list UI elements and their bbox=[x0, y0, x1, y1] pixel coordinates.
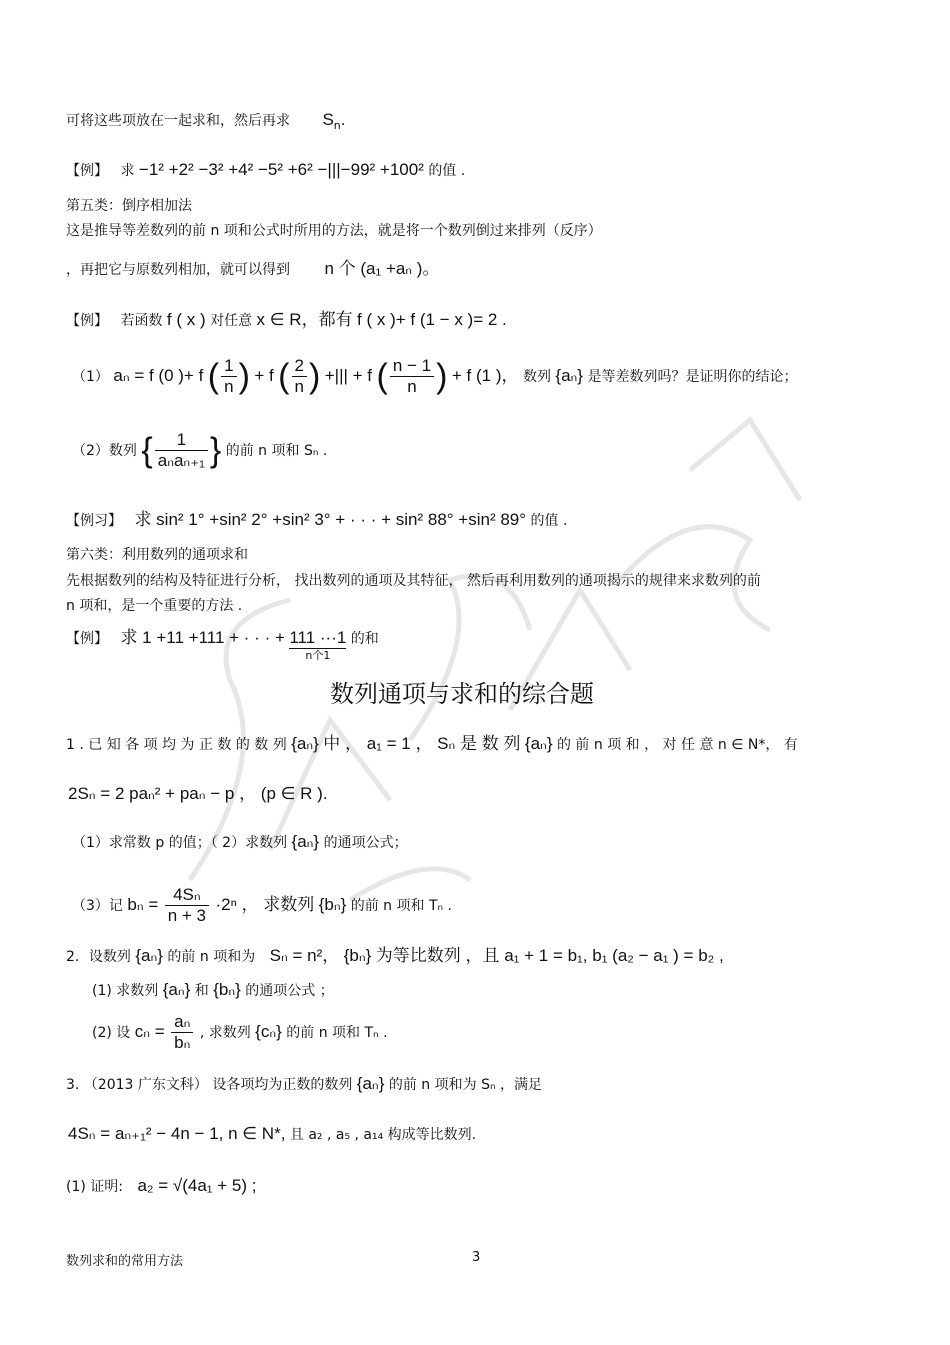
example-2: 【例】 若函数 f ( x ) 对任意 x ∈ R，都有 f ( x )+ f (1 − x )= 2 . bbox=[66, 310, 507, 329]
line-sum-terms: 可将这些项放在一起求和，然后再求 $S_n$. bbox=[66, 110, 346, 132]
fraction-1-over-an-an1: $\frac{1}{\text{aₙaₙ₊₁}}$ bbox=[155, 430, 208, 472]
example-4: 【例】 求 1 +11 +111 + · · · + 111 ···1 n个1 的和 bbox=[66, 628, 379, 663]
category-5-desc-1: 这是推导等差数列的前 n 项和公式时所用的方法，就是将一个数列倒过来排列（反序） bbox=[66, 223, 602, 239]
sn-symbol: S bbox=[322, 110, 334, 129]
question-3-part-1: (1) 证明: a₂ = √(4a₁ + 5) ; bbox=[66, 1176, 257, 1195]
question-2-part-1: (1) 求数列 {aₙ} 和 {bₙ} 的通项公式 ； bbox=[92, 980, 334, 999]
section-title: 数列通项与求和的综合题 bbox=[330, 680, 594, 708]
category-5-desc-2: ，再把它与原数列相加，就可以得到 n 个 (a₁ +aₙ )。 bbox=[66, 259, 440, 278]
question-2-line-1: 2．设数列 {aₙ} 的前 n 项和为 Sₙ = n²， {bₙ} 为等比数列 ，且 a₁ + 1 = b₁, b₁ (a₂ − a₁ ) = b₂ , bbox=[66, 946, 724, 965]
category-5-title: 第五类：倒序相加法 bbox=[66, 198, 192, 214]
example-1: 【例】 求 −1² +2² −3² +4² −5² +6² −|||−99² +100² 的值 . bbox=[66, 160, 466, 179]
category-6-title: 第六类：利用数列的通项求和 bbox=[66, 547, 248, 563]
fraction-2-over-n: $\frac{2}{n}$ bbox=[292, 356, 307, 398]
question-3-line-1: 3. （2013 广东文科） 设各项均为正数的数列 {aₙ} 的前 n 项和为 Sₙ ，满足 bbox=[66, 1074, 542, 1093]
fraction-4sn-over-n3: $\frac{\text{4Sₙ}}{n + 3}$ bbox=[165, 885, 209, 927]
example-2-part-2: （2）数列 { $\frac{1}{\text{aₙaₙ₊₁}}$ } 的前 n 项和 Sₙ . bbox=[72, 430, 328, 471]
question-1-equation: 2Sₙ = 2 paₙ² + paₙ − p ， (p ∈ R ). bbox=[68, 784, 328, 803]
question-3-equation: 4Sₙ = aₙ₊₁² − 4n − 1, n ∈ N*, 且 a₂ , a₅ , a₁₄ 构成等比数列. bbox=[68, 1124, 477, 1143]
question-1-part-3: （3）记 bₙ = $\frac{\text{4Sₙ}}{n + 3}$ ·2ⁿ ， 求数列 {bₙ} 的前 n 项和 Tₙ . bbox=[72, 885, 452, 926]
footer-title: 数列求和的常用方法 bbox=[66, 1254, 184, 1269]
question-1-line-1: 1 . 已 知 各 项 均 为 正 数 的 数 列 {aₙ} 中 ， a₁ = 1 ， Sₙ 是 数 列 {aₙ} 的 前 n 项 和 ， 对 任 意 n ∈ N*， 有 bbox=[66, 734, 798, 753]
fraction-1-over-n: $\frac{1}{n}$ bbox=[221, 356, 236, 398]
page-number: 3 bbox=[472, 1250, 481, 1265]
question-2-part-2: (2) 设 cₙ = $\frac{\text{aₙ}}{\text{bₙ}}$ , 求数列 {cₙ} 的前 n 项和 Tₙ . bbox=[92, 1012, 388, 1053]
fraction-n-minus-1-over-n: $\frac{n - 1}{n}$ bbox=[390, 356, 434, 398]
example-1-expression: −1² +2² −3² +4² −5² +6² −|||−99² +100² bbox=[138, 160, 424, 179]
exercise-3: 【例习】 求 sin² 1° +sin² 2° +sin² 3° + · · · + sin² 88° +sin² 89° 的值 . bbox=[66, 510, 568, 529]
category-6-desc-1: 先根据数列的结构及特征进行分析， 找出数列的通项及其特征， 然后再利用数列的通项揭示的规律来求数列的前 bbox=[66, 573, 761, 589]
fraction-an-over-bn: $\frac{\text{aₙ}}{\text{bₙ}}$ bbox=[171, 1012, 193, 1054]
category-6-desc-2: n 项和，是一个重要的方法 . bbox=[66, 598, 243, 614]
question-1-parts-1-2: （1）求常数 p 的值；（ 2）求数列 {aₙ} 的通项公式； bbox=[72, 832, 408, 851]
example-2-part-1: （1） aₙ = f (0 )+ f ( $\frac{1}{n}$ ) + f ( $\frac{2}{n}$ ) +||| + f ( $\frac{n - 1}{n}$ ) + f (1 )， 数列 {aₙ} 是等差数列吗？是证明你的结论； bbox=[72, 356, 798, 397]
